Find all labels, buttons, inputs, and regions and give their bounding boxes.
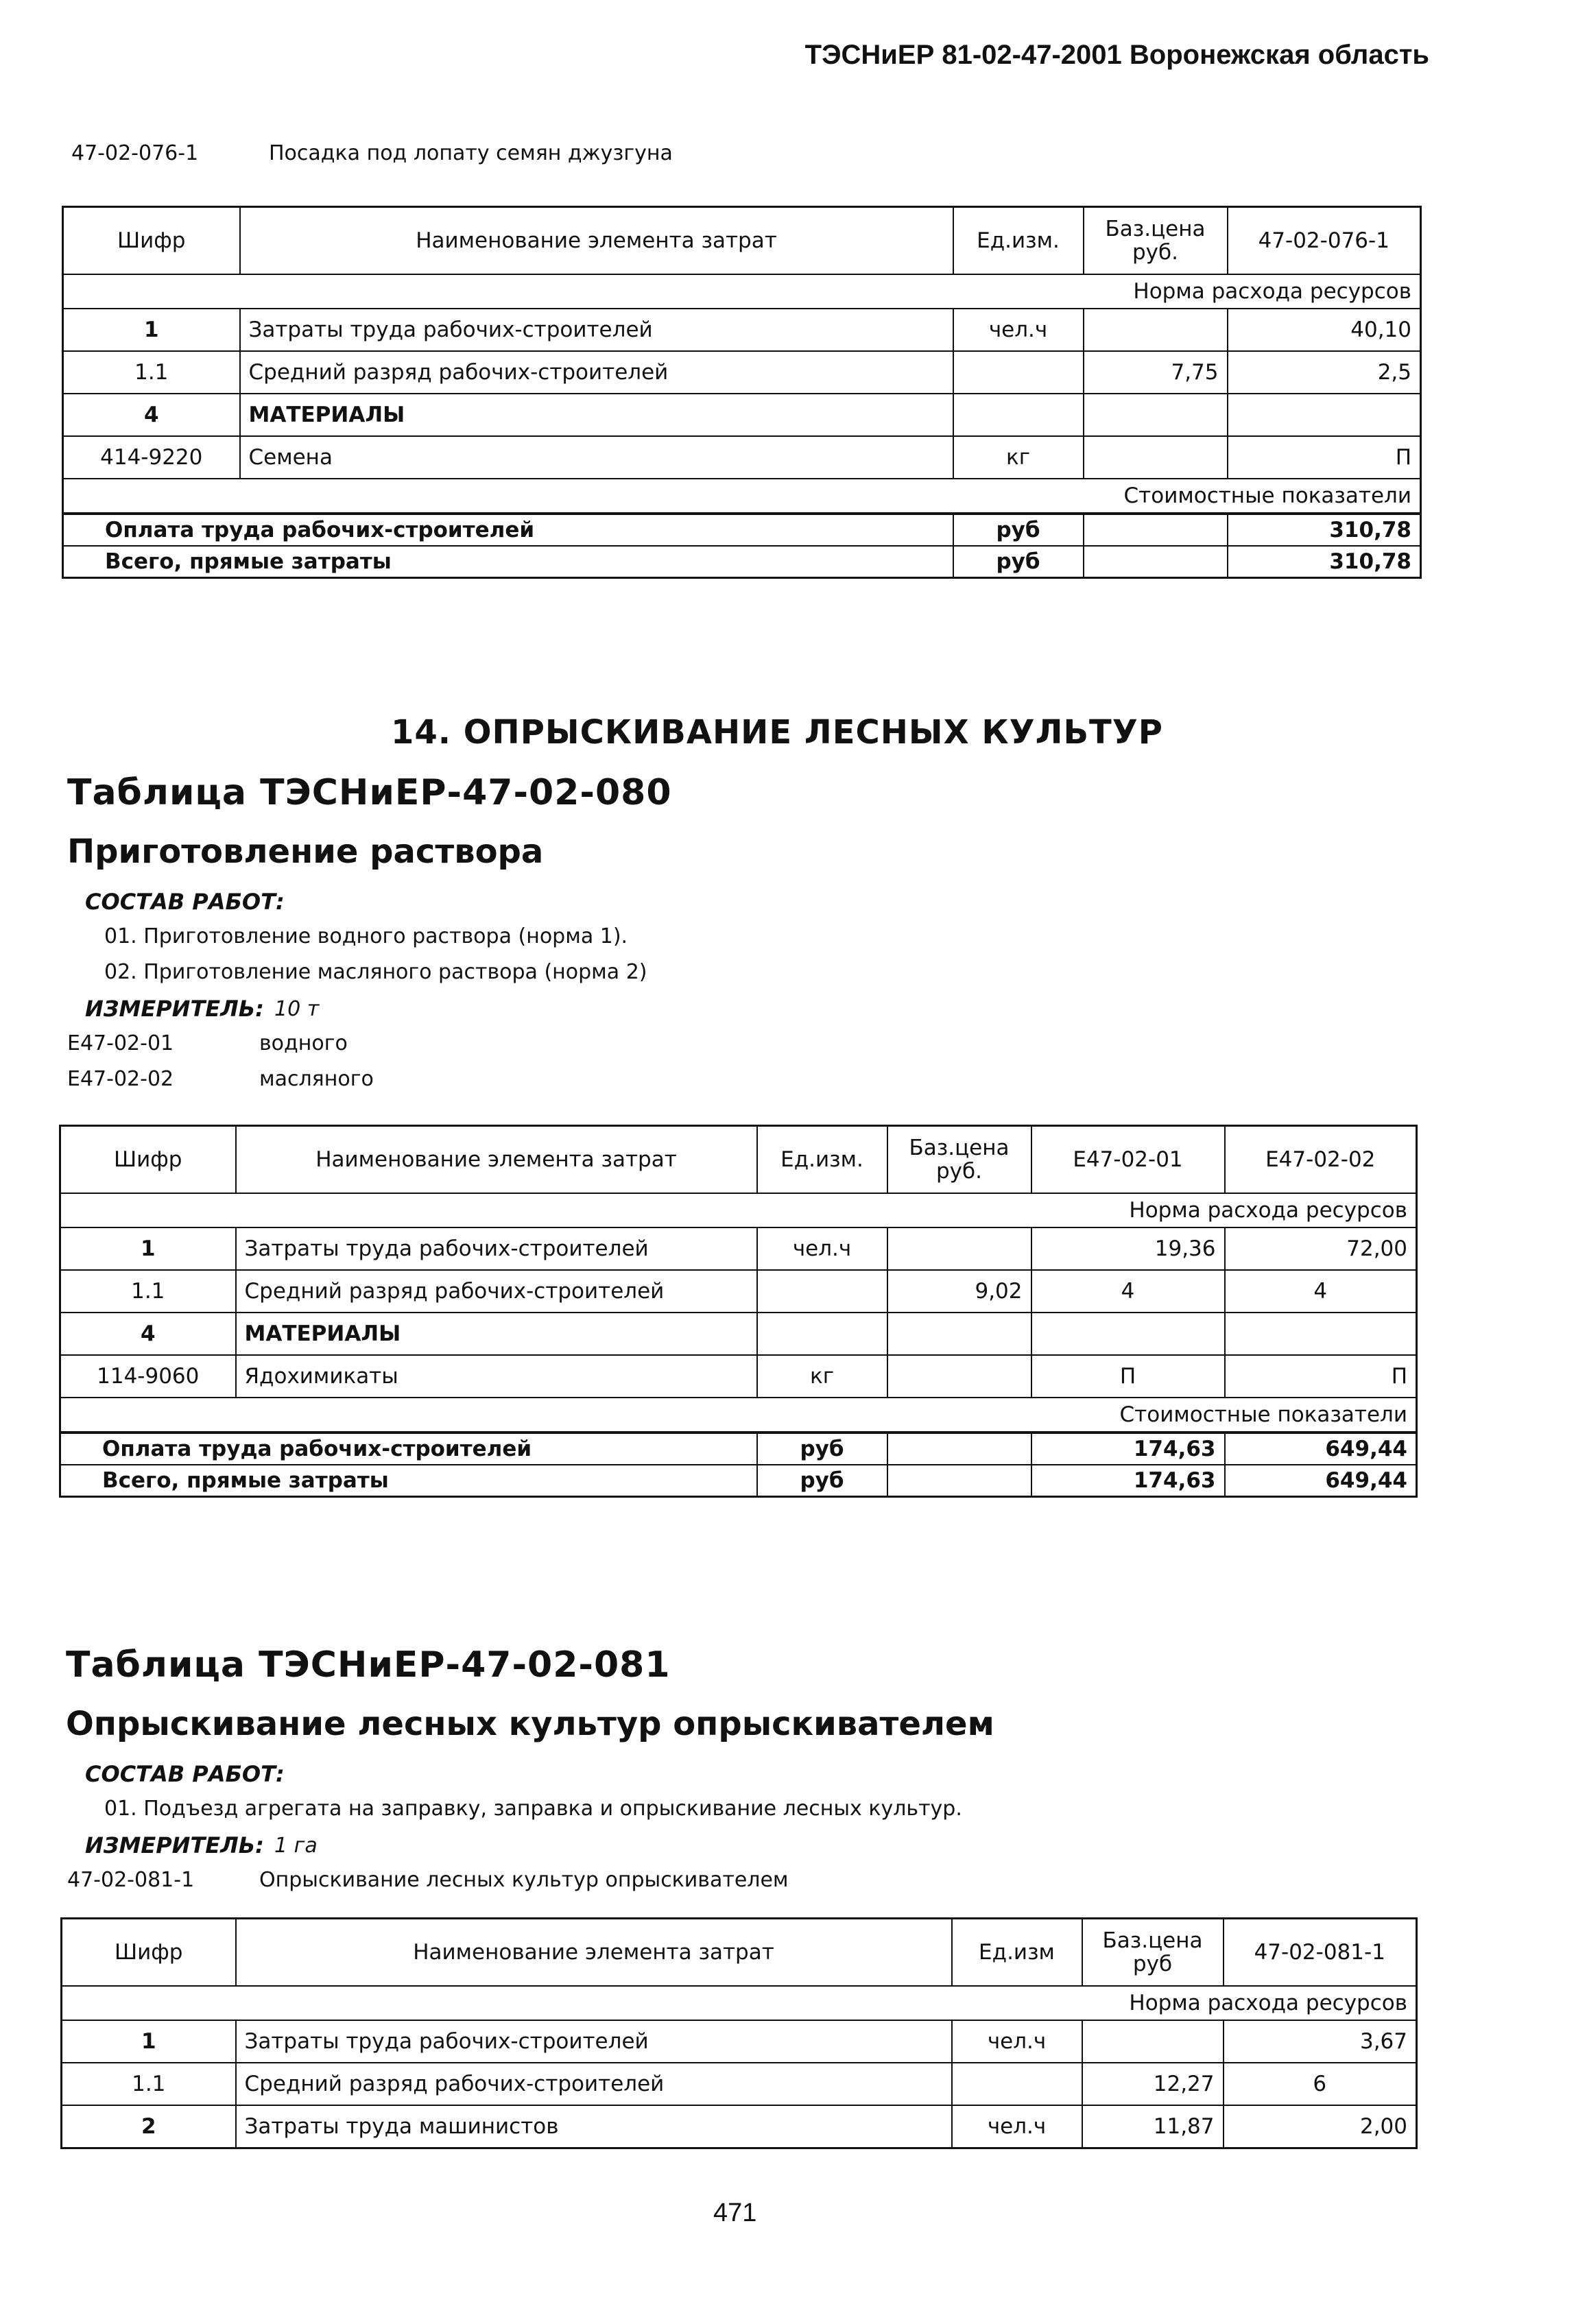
norm-caption: Норма расхода ресурсов xyxy=(62,1986,1417,2020)
col-header: Шифр xyxy=(60,1126,236,1194)
cell-code: 1 xyxy=(62,2020,236,2063)
table-row xyxy=(60,1270,1417,1313)
document-header: ТЭСНиЕР 81-02-47-2001 Воронежская область xyxy=(804,40,1429,70)
norm-code: Е47-02-02 xyxy=(67,1067,174,1091)
cell-name: Средний разряд рабочих-строителей xyxy=(240,351,953,394)
item-description: Опрыскивание лесных культур опрыскивателем xyxy=(259,1868,789,1892)
col-header: Е47-02-01 xyxy=(1031,1126,1225,1194)
table-title: Опрыскивание лесных культур опрыскивателем xyxy=(66,1705,994,1743)
cell-value: П xyxy=(1031,1355,1225,1398)
cell-code: 4 xyxy=(60,1313,236,1355)
resource-table-076 xyxy=(62,206,1422,579)
cell-code: 1.1 xyxy=(62,2063,236,2105)
cell-code: 1 xyxy=(60,1227,236,1270)
cell-value: 4 xyxy=(1031,1270,1225,1313)
total-label: Оплата труда рабочих-строителей xyxy=(60,1433,757,1465)
cell-name: МАТЕРИАЛЫ xyxy=(236,1313,757,1355)
cell-value: 3,67 xyxy=(1224,2020,1417,2063)
composition-label: СОСТАВ РАБОТ: xyxy=(85,1761,285,1787)
col-header: Наименование элемента затрат xyxy=(236,1126,757,1194)
norm-name: водного xyxy=(259,1031,348,1055)
table-label: Таблица ТЭСНиЕР-47-02-080 xyxy=(67,772,672,813)
cell-code: 1 xyxy=(63,309,240,351)
cell-value: 40,10 xyxy=(1228,309,1421,351)
cell-unit xyxy=(953,351,1084,394)
table-row xyxy=(62,2105,1417,2148)
cell-unit: чел.ч xyxy=(953,309,1084,351)
col-header: Ед.изм xyxy=(952,1919,1082,1987)
meter-label: ИЗМЕРИТЕЛЬ: xyxy=(85,1832,264,1858)
composition-label: СОСТАВ РАБОТ: xyxy=(85,889,285,915)
cell-price xyxy=(887,1227,1031,1270)
cell-price xyxy=(1084,436,1228,479)
cell-code: 4 xyxy=(63,394,240,436)
cell-price: 7,75 xyxy=(1084,351,1228,394)
cell-price xyxy=(1084,394,1228,436)
total-label: Всего, прямые затраты xyxy=(60,1465,757,1497)
item-description: Посадка под лопату семян джузгуна xyxy=(269,141,673,165)
total-value: 174,63 xyxy=(1031,1465,1225,1497)
table-row xyxy=(60,1313,1417,1355)
total-price xyxy=(887,1433,1031,1465)
total-price xyxy=(1084,546,1228,578)
section-heading: 14. ОПРЫСКИВАНИЕ ЛЕСНЫХ КУЛЬТУР xyxy=(391,713,1163,752)
table-row xyxy=(63,394,1421,436)
cell-name: Затраты труда машинистов xyxy=(236,2105,952,2148)
cell-unit: кг xyxy=(953,436,1084,479)
cell-value: 4 xyxy=(1225,1270,1417,1313)
table-header-row xyxy=(60,1126,1417,1194)
meter-label: ИЗМЕРИТЕЛЬ: xyxy=(85,996,264,1022)
cell-name: Семена xyxy=(240,436,953,479)
col-header: Баз.цена руб. xyxy=(1084,207,1228,275)
totals-row xyxy=(60,1465,1417,1497)
cell-code: 2 xyxy=(62,2105,236,2148)
norm-code: Е47-02-01 xyxy=(67,1031,174,1055)
page-number: 471 xyxy=(713,2199,757,2227)
cell-value: 6 xyxy=(1224,2063,1417,2105)
totals-row xyxy=(63,514,1421,546)
cell-unit: кг xyxy=(757,1355,887,1398)
table-row xyxy=(63,436,1421,479)
cell-value xyxy=(1225,1313,1417,1355)
cell-name: Средний разряд рабочих-строителей xyxy=(236,2063,952,2105)
cost-caption: Стоимостные показатели xyxy=(63,479,1421,514)
cell-unit: чел.ч xyxy=(952,2105,1082,2148)
col-header: Ед.изм. xyxy=(953,207,1084,275)
table-row xyxy=(63,309,1421,351)
table-row xyxy=(62,2063,1417,2105)
work-item: 01. Подъезд агрегата на заправку, заправка и опрыскивание лесных культур. xyxy=(104,1797,962,1821)
cell-value xyxy=(1228,394,1421,436)
total-price xyxy=(1084,514,1228,546)
cell-price xyxy=(1084,309,1228,351)
cell-unit xyxy=(757,1270,887,1313)
col-header: Наименование элемента затрат xyxy=(240,207,953,275)
cell-name: Затраты труда рабочих-строителей xyxy=(240,309,953,351)
item-code: 47-02-076-1 xyxy=(71,141,199,165)
col-header: Наименование элемента затрат xyxy=(236,1919,952,1987)
table-row xyxy=(60,1227,1417,1270)
cell-code: 1.1 xyxy=(63,351,240,394)
col-header: Ед.изм. xyxy=(757,1126,887,1194)
cell-value: П xyxy=(1225,1355,1417,1398)
table-header-row xyxy=(62,1919,1417,1987)
table-title: Приготовление раствора xyxy=(67,832,544,871)
cell-price: 12,27 xyxy=(1082,2063,1224,2105)
cell-value xyxy=(1031,1313,1225,1355)
totals-row xyxy=(63,546,1421,578)
total-unit: руб xyxy=(757,1433,887,1465)
table-label: Таблица ТЭСНиЕР-47-02-081 xyxy=(66,1644,671,1686)
cell-unit: чел.ч xyxy=(757,1227,887,1270)
total-price xyxy=(887,1465,1031,1497)
total-value: 174,63 xyxy=(1031,1433,1225,1465)
item-code: 47-02-081-1 xyxy=(67,1868,195,1892)
norm-caption: Норма расхода ресурсов xyxy=(63,274,1421,309)
table-row xyxy=(63,351,1421,394)
cell-price: 11,87 xyxy=(1082,2105,1224,2148)
cell-unit xyxy=(757,1313,887,1355)
total-label: Всего, прямые затраты xyxy=(63,546,953,578)
cell-code: 414-9220 xyxy=(63,436,240,479)
cell-unit xyxy=(953,394,1084,436)
cell-price xyxy=(887,1355,1031,1398)
cell-code: 1.1 xyxy=(60,1270,236,1313)
total-unit: руб xyxy=(757,1465,887,1497)
col-header: 47-02-076-1 xyxy=(1228,207,1421,275)
meter-value: 1 га xyxy=(274,1834,318,1858)
col-header: Баз.цена руб. xyxy=(887,1126,1031,1194)
total-value: 649,44 xyxy=(1225,1433,1417,1465)
col-header: 47-02-081-1 xyxy=(1224,1919,1417,1987)
cell-unit xyxy=(952,2063,1082,2105)
col-header: Шифр xyxy=(62,1919,236,1987)
table-header-row xyxy=(63,207,1421,275)
total-value: 310,78 xyxy=(1228,514,1421,546)
resource-table-080 xyxy=(59,1125,1418,1498)
cell-value: 19,36 xyxy=(1031,1227,1225,1270)
cell-name: Ядохимикаты xyxy=(236,1355,757,1398)
resource-table-081 xyxy=(60,1917,1418,2149)
cell-price xyxy=(1082,2020,1224,2063)
total-label: Оплата труда рабочих-строителей xyxy=(63,514,953,546)
table-row xyxy=(60,1355,1417,1398)
cell-name: Затраты труда рабочих-строителей xyxy=(236,2020,952,2063)
cell-name: Средний разряд рабочих-строителей xyxy=(236,1270,757,1313)
total-value: 649,44 xyxy=(1225,1465,1417,1497)
cell-name: МАТЕРИАЛЫ xyxy=(240,394,953,436)
cell-value: 2,00 xyxy=(1224,2105,1417,2148)
cost-caption: Стоимостные показатели xyxy=(60,1398,1417,1433)
col-header: Е47-02-02 xyxy=(1225,1126,1417,1194)
cell-name: Затраты труда рабочих-строителей xyxy=(236,1227,757,1270)
total-value: 310,78 xyxy=(1228,546,1421,578)
cell-value: 72,00 xyxy=(1225,1227,1417,1270)
total-unit: руб xyxy=(953,514,1084,546)
cell-price xyxy=(887,1313,1031,1355)
cell-code: 114-9060 xyxy=(60,1355,236,1398)
col-header: Баз.цена руб xyxy=(1082,1919,1224,1987)
table-row xyxy=(62,2020,1417,2063)
cell-price: 9,02 xyxy=(887,1270,1031,1313)
norm-name: масляного xyxy=(259,1067,374,1091)
cell-unit: чел.ч xyxy=(952,2020,1082,2063)
total-unit: руб xyxy=(953,546,1084,578)
col-header: Шифр xyxy=(63,207,240,275)
work-item: 01. Приготовление водного раствора (норма 1). xyxy=(104,924,628,948)
meter-value: 10 т xyxy=(274,997,320,1021)
work-item: 02. Приготовление масляного раствора (норма 2) xyxy=(104,960,647,984)
cell-value: П xyxy=(1228,436,1421,479)
norm-caption: Норма расхода ресурсов xyxy=(60,1193,1417,1227)
totals-row xyxy=(60,1433,1417,1465)
cell-value: 2,5 xyxy=(1228,351,1421,394)
